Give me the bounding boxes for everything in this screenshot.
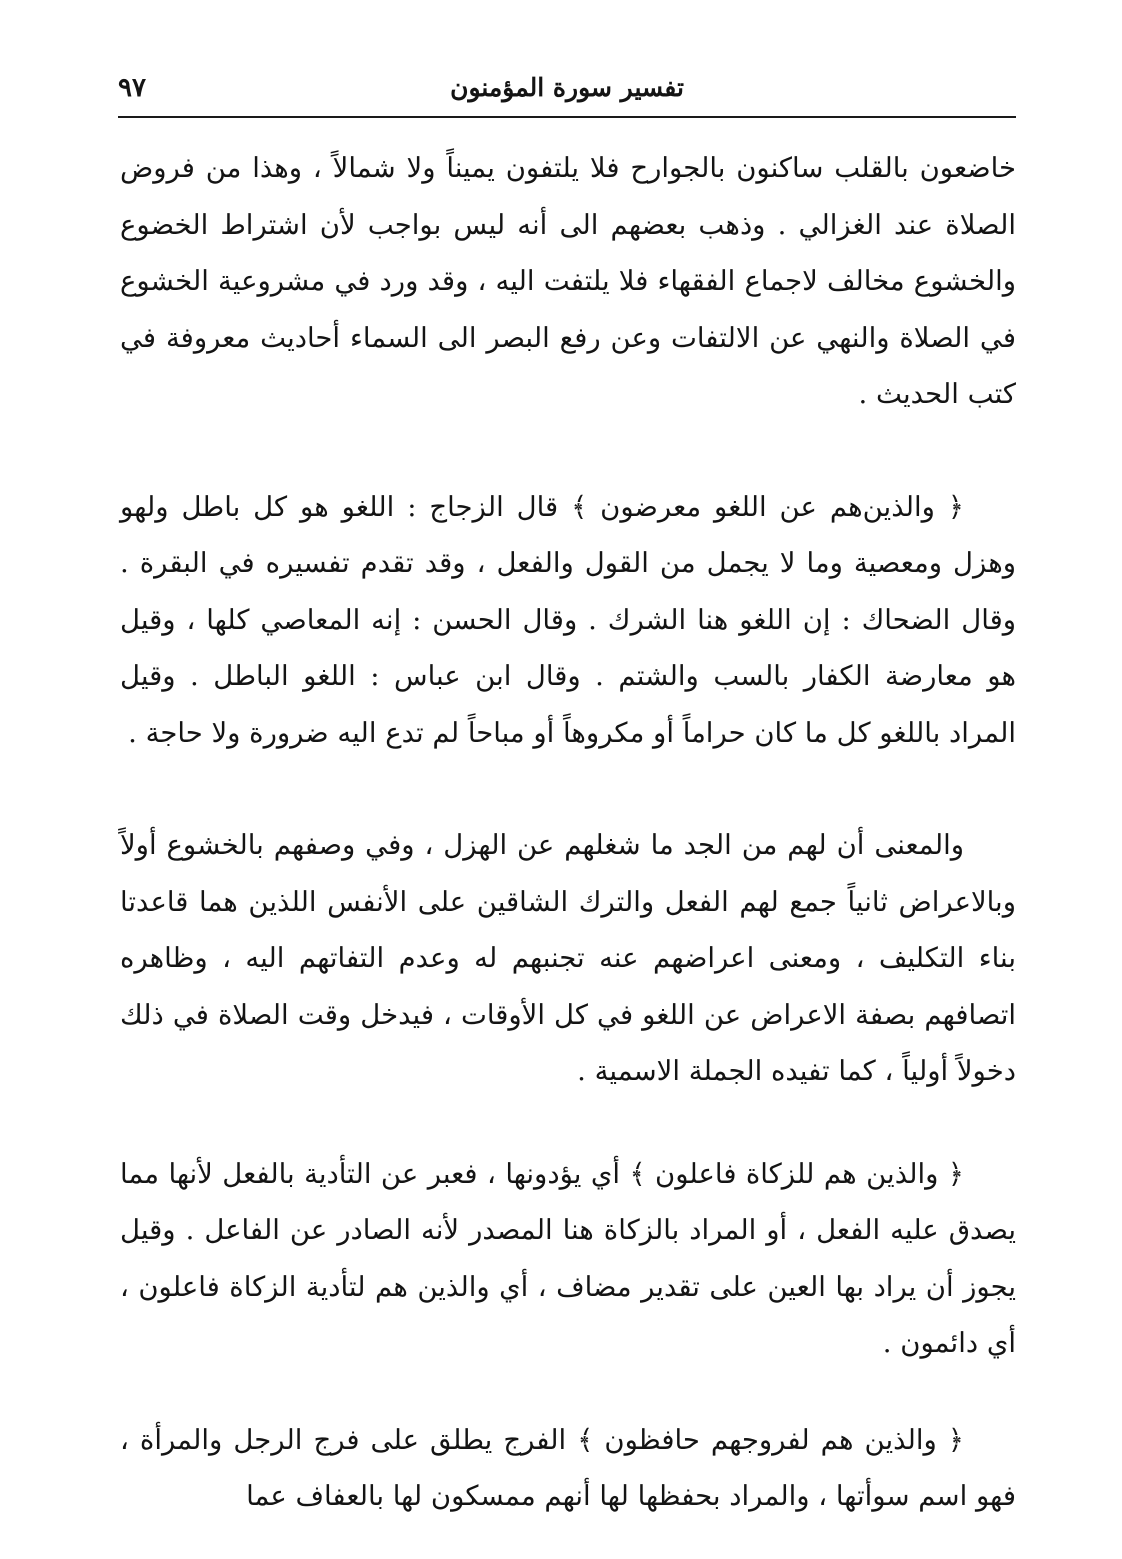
- paragraph-khushu: خاضعون بالقلب ساكنون بالجوارح فلا يلتفون يميناً ولا شمالاً ، وهذا من فروض الصلاة عند الغزالي . وذهب بعضهم الى أنه ليس بواجب لأن اشتراط الخضوع والخشوع مخالف لاجماع الفقهاء فلا يلتفت اليه ، وقد ورد في مشروعية الخشوع في الصلاة والنهي عن الالتفات وعن رفع البصر الى السماء أحاديث معروفة في كتب الحديث .: [120, 152, 1016, 410]
- paragraph-gap: [120, 423, 1016, 479]
- paragraph-furuj-verse: ﴿ والذين هم لفروجهم حافظون ﴾ الفرج يطلق على فرج الرجل والمرأة ، فهو اسم سوأتها ، والمراد بحفظها لها أنهم ممسكون لها بالعفاف عما: [120, 1423, 1016, 1512]
- paragraph-meaning: والمعنى أن لهم من الجد ما شغلهم عن الهزل ، وفي وصفهم بالخشوع أولاً وبالاعراض ثانياً جمع لهم الفعل والترك الشاقين على الأنفس اللذين هما قاعدتا بناء التكليف ، ومعنى اعراضهم عنه تجنبهم له وعدم التفاتهم اليه ، وظاهره اتصافهم بصفة الاعراض عن اللغو في كل الأوقات ، فيدخل وقت الصلاة في ذلك دخولاً أولياً ، كما تفيده الجملة الاسمية .: [120, 829, 1016, 1087]
- paragraph-laghw-verse: ﴿ والذين‌هم عن اللغو معرضون ﴾ قال الزجاج : اللغو هو كل باطل ولهو وهزل ومعصية وما لا يجمل من القول والفعل ، وقد تقدم تفسيره في البقرة . وقال الضحاك : إن اللغو هنا الشرك . وقال الحسن : إنه المعاصي كلها ، وقيل هو معارضة الكفار بالسب والشتم . وقال ابن عباس : اللغو الباطل . وقيل المراد باللغو كل ما كان حراماً أو مكروهاً أو مباحاً لم تدع اليه ضرورة ولا حاجة .: [120, 490, 1016, 749]
- running-title: تفسير سورة المؤمنون: [450, 73, 684, 102]
- page-number: ٩٧: [118, 73, 146, 103]
- paragraph-gap: [120, 1372, 1016, 1412]
- page-header: [118, 70, 1016, 118]
- paragraph-gap: [120, 1100, 1016, 1146]
- paragraph-zakat-verse: ﴿ والذين هم للزكاة فاعلون ﴾ أي يؤدونها ، فعبر عن التأدية بالفعل لأنها مما يصدق عليه الفعل ، أو المراد بالزكاة هنا المصدر لأنه الصادر عن الفاعل . وقيل يجوز أن يراد بها العين على تقدير مضاف ، أي والذين هم لتأدية الزكاة فاعلون ، أي دائمون .: [120, 1157, 1016, 1359]
- body-text: [120, 140, 1016, 1525]
- paragraph-gap: [120, 761, 1016, 817]
